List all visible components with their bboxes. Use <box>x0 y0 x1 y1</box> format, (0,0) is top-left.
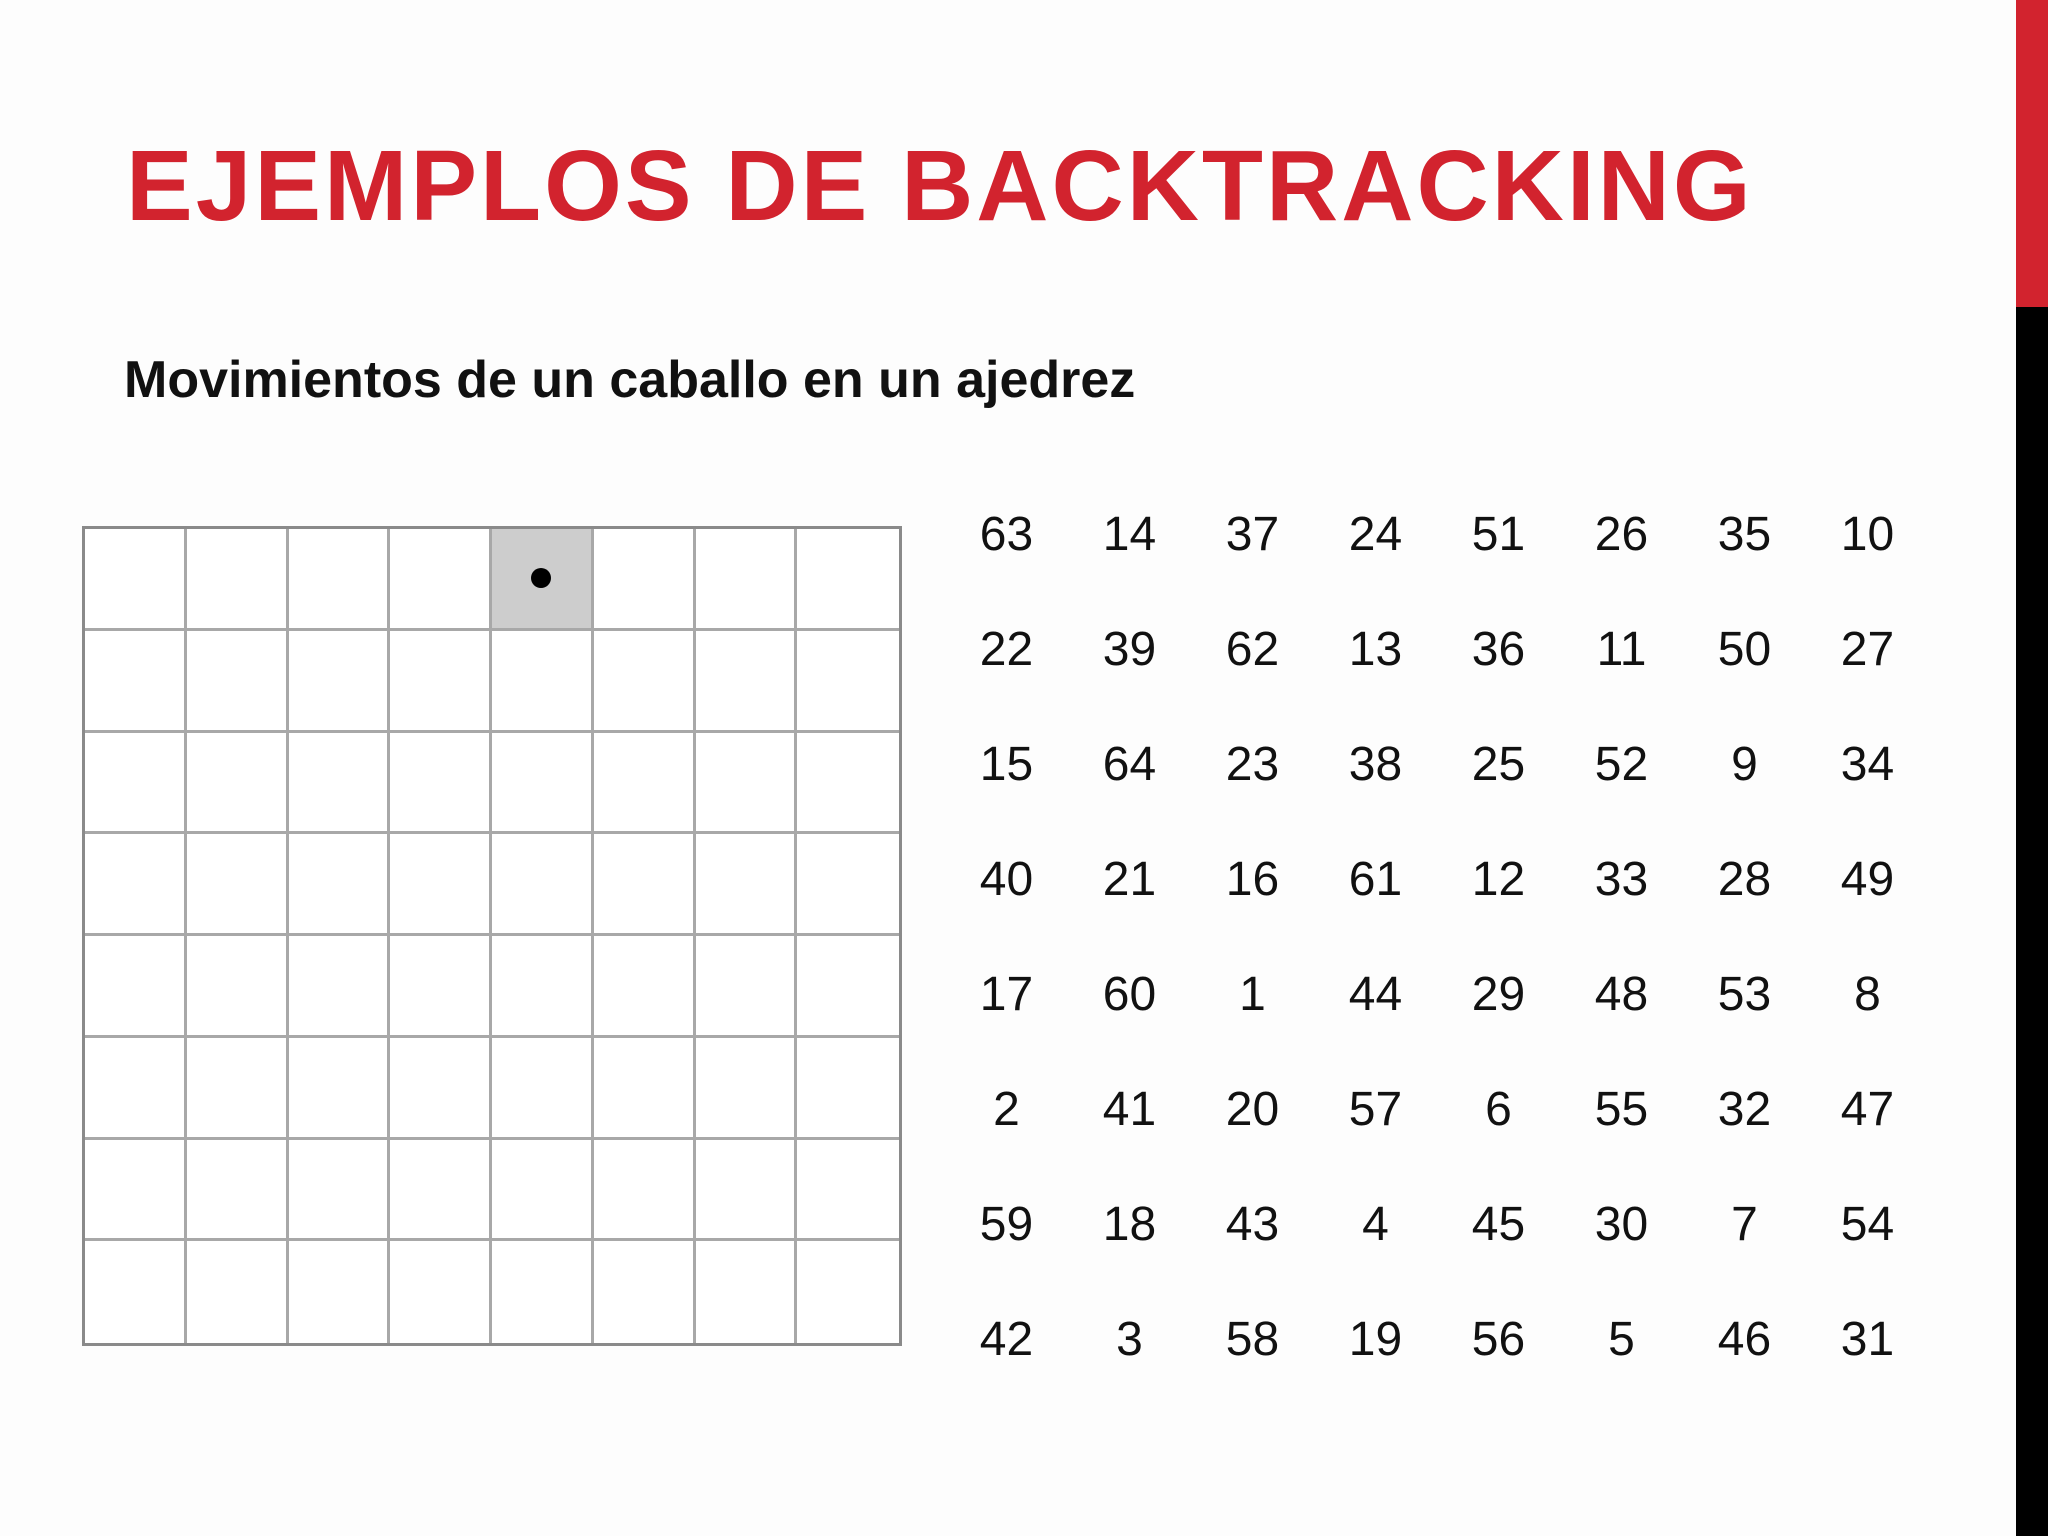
board-square-r4-c6 <box>696 936 798 1038</box>
knight-start-square <box>492 529 594 631</box>
board-square-r0-c3 <box>390 529 492 631</box>
tour-number: 49 <box>1840 853 1895 906</box>
tour-number: 63 <box>979 508 1034 561</box>
tour-number: 36 <box>1471 623 1526 676</box>
tour-number: 22 <box>979 623 1034 676</box>
board-square-r5-c1 <box>187 1038 289 1140</box>
tour-number: 3 <box>1116 1313 1143 1366</box>
board-square-r5-c4 <box>492 1038 594 1140</box>
tour-number: 59 <box>979 1198 1034 1251</box>
tour-number: 27 <box>1840 623 1895 676</box>
board-square-r4-c5 <box>594 936 696 1038</box>
tour-number: 33 <box>1594 853 1649 906</box>
board-square-r6-c5 <box>594 1140 696 1242</box>
board-square-r5-c5 <box>594 1038 696 1140</box>
board-square-r1-c1 <box>187 631 289 733</box>
tour-number: 40 <box>979 853 1034 906</box>
tour-number: 35 <box>1717 508 1772 561</box>
slide-subtitle: Movimientos de un caballo en un ajedrez <box>124 351 1136 409</box>
slide-title: EJEMPLOS DE BACKTRACKING <box>126 130 1754 242</box>
tour-number: 32 <box>1717 1083 1772 1136</box>
board-square-r6-c4 <box>492 1140 594 1242</box>
tour-number: 7 <box>1731 1198 1758 1251</box>
board-square-r5-c6 <box>696 1038 798 1140</box>
board-square-r3-c5 <box>594 834 696 936</box>
tour-number: 9 <box>1731 738 1758 791</box>
board-square-r4-c1 <box>187 936 289 1038</box>
tour-number: 2 <box>993 1083 1020 1136</box>
board-square-r2-c2 <box>289 733 391 835</box>
tour-number: 60 <box>1102 968 1157 1021</box>
tour-number: 50 <box>1717 623 1772 676</box>
board-square-r4-c0 <box>85 936 187 1038</box>
board-square-r1-c0 <box>85 631 187 733</box>
board-square-r0-c5 <box>594 529 696 631</box>
board-square-r3-c3 <box>390 834 492 936</box>
board-square-r2-c7 <box>797 733 899 835</box>
board-square-r4-c2 <box>289 936 391 1038</box>
board-square-r1-c2 <box>289 631 391 733</box>
board-square-r2-c6 <box>696 733 798 835</box>
tour-number: 54 <box>1840 1198 1895 1251</box>
board-square-r5-c0 <box>85 1038 187 1140</box>
tour-number: 16 <box>1225 853 1280 906</box>
board-square-r0-c0 <box>85 529 187 631</box>
board-square-r4-c7 <box>797 936 899 1038</box>
tour-number: 58 <box>1225 1313 1280 1366</box>
board-square-r0-c7 <box>797 529 899 631</box>
board-square-r5-c2 <box>289 1038 391 1140</box>
board-square-r6-c2 <box>289 1140 391 1242</box>
board-square-r6-c1 <box>187 1140 289 1242</box>
tour-number: 20 <box>1225 1083 1280 1136</box>
tour-number: 12 <box>1471 853 1526 906</box>
board-square-r7-c2 <box>289 1241 391 1343</box>
board-square-r7-c3 <box>390 1241 492 1343</box>
board-square-r6-c6 <box>696 1140 798 1242</box>
chessboard <box>82 526 902 1346</box>
board-square-r6-c3 <box>390 1140 492 1242</box>
tour-number: 18 <box>1102 1198 1157 1251</box>
tour-number: 41 <box>1102 1083 1157 1136</box>
board-square-r7-c5 <box>594 1241 696 1343</box>
tour-number: 24 <box>1348 508 1403 561</box>
board-square-r6-c0 <box>85 1140 187 1242</box>
board-square-r3-c0 <box>85 834 187 936</box>
tour-number: 25 <box>1471 738 1526 791</box>
tour-number: 26 <box>1594 508 1649 561</box>
board-square-r2-c1 <box>187 733 289 835</box>
tour-number: 1 <box>1239 968 1266 1021</box>
board-square-r2-c5 <box>594 733 696 835</box>
board-square-r4-c4 <box>492 936 594 1038</box>
tour-number: 21 <box>1102 853 1157 906</box>
board-square-r1-c7 <box>797 631 899 733</box>
tour-number: 37 <box>1225 508 1280 561</box>
knight-tour-table <box>945 500 1930 1420</box>
board-square-r2-c0 <box>85 733 187 835</box>
board-square-r3-c2 <box>289 834 391 936</box>
board-square-r5-c7 <box>797 1038 899 1140</box>
tour-number: 17 <box>979 968 1034 1021</box>
board-square-r7-c6 <box>696 1241 798 1343</box>
accent-bar-red <box>2016 0 2048 307</box>
tour-number: 45 <box>1471 1198 1526 1251</box>
tour-number: 4 <box>1362 1198 1389 1251</box>
tour-number: 46 <box>1717 1313 1772 1366</box>
board-square-r1-c6 <box>696 631 798 733</box>
tour-number: 55 <box>1594 1083 1649 1136</box>
board-square-r0-c1 <box>187 529 289 631</box>
tour-number: 19 <box>1348 1313 1403 1366</box>
tour-number: 64 <box>1102 738 1157 791</box>
board-square-r1-c3 <box>390 631 492 733</box>
board-square-r2-c4 <box>492 733 594 835</box>
board-square-r7-c1 <box>187 1241 289 1343</box>
tour-number: 23 <box>1225 738 1280 791</box>
tour-number: 14 <box>1102 508 1157 561</box>
board-square-r3-c6 <box>696 834 798 936</box>
tour-number: 31 <box>1840 1313 1895 1366</box>
tour-number: 8 <box>1854 968 1881 1021</box>
tour-number: 39 <box>1102 623 1157 676</box>
board-square-r4-c3 <box>390 936 492 1038</box>
board-square-r1-c5 <box>594 631 696 733</box>
board-square-r0-c2 <box>289 529 391 631</box>
board-square-r3-c4 <box>492 834 594 936</box>
tour-number: 51 <box>1471 508 1526 561</box>
tour-number: 44 <box>1348 968 1403 1021</box>
tour-number: 11 <box>1596 623 1647 676</box>
tour-number: 10 <box>1840 508 1895 561</box>
board-square-r7-c7 <box>797 1241 899 1343</box>
tour-number: 34 <box>1840 738 1895 791</box>
tour-number: 5 <box>1608 1313 1635 1366</box>
tour-number: 52 <box>1594 738 1649 791</box>
board-square-r7-c4 <box>492 1241 594 1343</box>
tour-number: 13 <box>1348 623 1403 676</box>
board-square-r1-c4 <box>492 631 594 733</box>
tour-number: 29 <box>1471 968 1526 1021</box>
board-square-r3-c1 <box>187 834 289 936</box>
board-square-r3-c7 <box>797 834 899 936</box>
tour-number: 30 <box>1594 1198 1649 1251</box>
board-square-r7-c0 <box>85 1241 187 1343</box>
tour-number: 6 <box>1485 1083 1512 1136</box>
tour-number: 28 <box>1717 853 1772 906</box>
board-square-r0-c6 <box>696 529 798 631</box>
knight-position-dot <box>531 568 551 588</box>
accent-bar-black <box>2016 307 2048 1536</box>
board-square-r6-c7 <box>797 1140 899 1242</box>
tour-number: 48 <box>1594 968 1649 1021</box>
tour-number: 61 <box>1348 853 1403 906</box>
board-square-r2-c3 <box>390 733 492 835</box>
tour-number: 15 <box>979 738 1034 791</box>
tour-number: 62 <box>1225 623 1280 676</box>
tour-number: 47 <box>1840 1083 1895 1136</box>
tour-number: 53 <box>1717 968 1772 1021</box>
tour-number: 56 <box>1471 1313 1526 1366</box>
tour-number: 57 <box>1348 1083 1403 1136</box>
tour-number: 43 <box>1225 1198 1280 1251</box>
tour-number: 42 <box>979 1313 1034 1366</box>
tour-number: 38 <box>1348 738 1403 791</box>
board-square-r5-c3 <box>390 1038 492 1140</box>
